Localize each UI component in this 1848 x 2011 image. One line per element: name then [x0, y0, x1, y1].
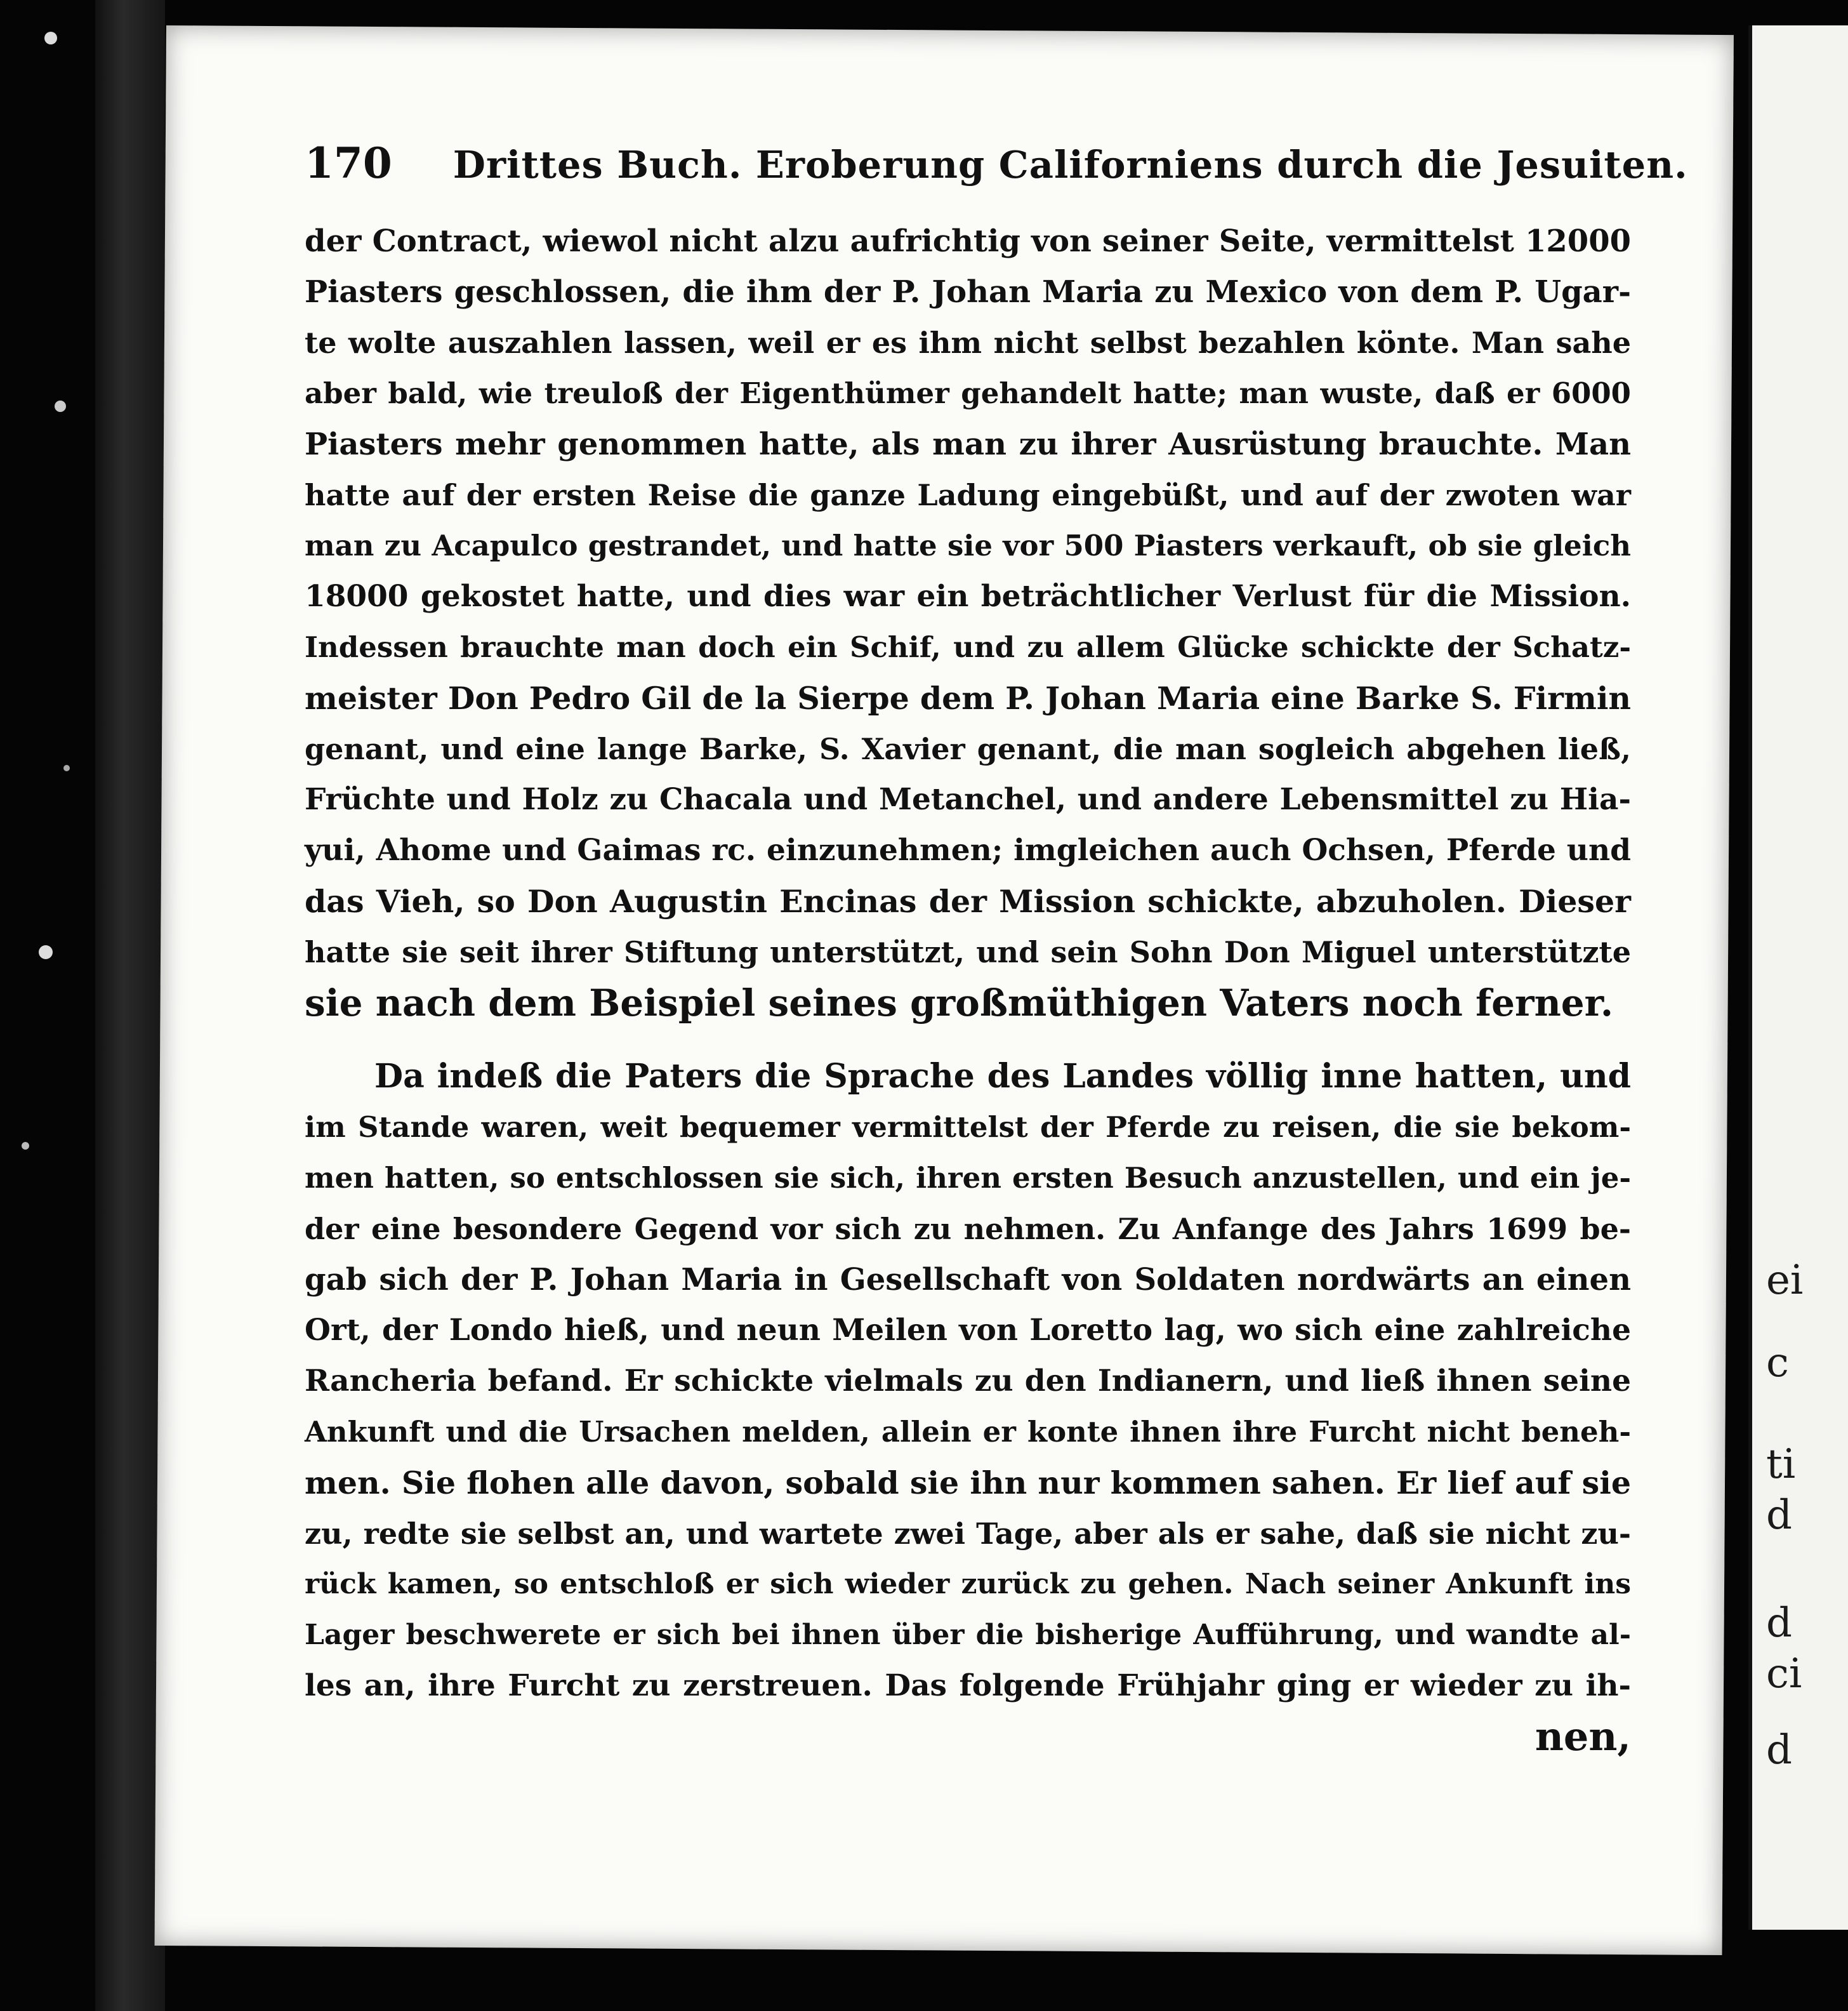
text-line: men hatten, so entschlossen sie sich, ihren ersten Besuch anzustellen, und ein je-	[305, 1161, 1631, 1195]
text-line: men. Sie flohen alle davon, sobald sie ihn nur kommen sahen. Er lief auf sie	[305, 1464, 1631, 1501]
text-line: Früchte und Holz zu Chacala und Metanchel, und andere Lebensmittel zu Hia-	[305, 782, 1631, 817]
catchword: nen,	[1534, 1713, 1631, 1760]
text-line: Ort, der Londo hieß, und neun Meilen von Loretto lag, wo sich eine zahlreiche	[305, 1313, 1631, 1348]
text-line: Ankunft und die Ursachen melden, allein er konte ihnen ihre Furcht nicht beneh-	[305, 1415, 1631, 1449]
text-line: Da indeß die Paters die Sprache des Landes völlig inne hatten, und	[374, 1057, 1631, 1096]
text-line: der Contract, wiewol nicht alzu aufrichtig von seiner Seite, vermittelst 12000	[305, 223, 1631, 259]
facing-page-edge	[1748, 25, 1848, 1930]
paragraph	[305, 1051, 1631, 1762]
facing-fragment: d	[1766, 1727, 1792, 1774]
text-line: gab sich der P. Johan Maria in Gesellschaft von Soldaten nordwärts an einen	[305, 1262, 1631, 1298]
text-line: man zu Acapulco gestrandet, und hatte sie vor 500 Piasters verkauft, ob sie gleich	[305, 529, 1631, 562]
text-line: hatte auf der ersten Reise die ganze Ladung eingebüßt, und auf der zwoten war	[305, 478, 1631, 512]
text-line: genant, und eine lange Barke, S. Xavier genant, die man sogleich abgehen ließ,	[305, 732, 1631, 766]
text-line: im Stande waren, weit bequemer vermittelst der Pferde zu reisen, die sie bekom-	[305, 1110, 1631, 1144]
facing-fragment: d	[1766, 1600, 1792, 1647]
text-line: les an, ihre Furcht zu zerstreuen. Das folgende Frühjahr ging er wieder zu ih-	[305, 1668, 1631, 1703]
running-head: Drittes Buch. Eroberung Californiens durch die Jesuiten.	[452, 143, 1688, 187]
text-line: das Vieh, so Don Augustin Encinas der Mission schickte, abzuholen. Dieser	[305, 883, 1631, 920]
facing-fragment: c	[1766, 1339, 1789, 1386]
text-line: aber bald, wie treuloß der Eigenthümer gehandelt hatte; man wuste, daß er 6000	[305, 376, 1631, 410]
page-number: 170	[305, 138, 392, 188]
paragraph-gap	[305, 1028, 1631, 1051]
text-line: Lager beschwerete er sich bei ihnen über die bisherige Aufführung, und wandte al-	[305, 1619, 1631, 1651]
text-line: 18000 gekostet hatte, und dies war ein beträchtlicher Verlust für die Mission.	[305, 579, 1631, 614]
text-line: Piasters mehr genommen hatte, als man zu ihrer Ausrüstung brauchte. Man	[305, 427, 1631, 462]
text-line: meister Don Pedro Gil de la Sierpe dem P. Johan Maria eine Barke S. Firmin	[305, 680, 1632, 717]
text-line: Indessen brauchte man doch ein Schif, und zu allem Glücke schickte der Schatz-	[305, 630, 1631, 664]
text-line: sie nach dem Beispiel seines großmüthigen Vaters noch ferner.	[305, 981, 1614, 1025]
text-line: rück kamen, so entschloß er sich wieder zurück zu gehen. Nach seiner Ankunft ins	[305, 1568, 1631, 1600]
facing-fragment: ci	[1766, 1650, 1802, 1697]
text-line: te wolte auszahlen lassen, weil er es ihm nicht selbst bezahlen könte. Man sahe	[305, 326, 1631, 360]
text-line: hatte sie seit ihrer Stiftung unterstützt, und sein Sohn Don Miguel unterstützte	[305, 935, 1631, 969]
page-header	[305, 138, 1688, 202]
text-line: yui, Ahome und Gaimas rc. einzunehmen; imgleichen auch Ochsen, Pferde und	[305, 833, 1631, 868]
facing-fragment: ei	[1766, 1257, 1804, 1304]
text-line: Rancheria befand. Er schickte vielmals zu den Indianern, und ließ ihnen seine	[305, 1364, 1631, 1398]
text-line: der eine besondere Gegend vor sich zu nehmen. Zu Anfange des Jahrs 1699 be-	[305, 1212, 1631, 1246]
facing-fragment: ti	[1766, 1441, 1796, 1488]
paragraph	[305, 216, 1631, 1028]
facing-fragment: d	[1766, 1492, 1792, 1539]
body-text	[305, 216, 1631, 1762]
text-line: Piasters geschlossen, die ihm der P. Johan Maria zu Mexico von dem P. Ugar-	[305, 274, 1631, 310]
text-line: zu, redte sie selbst an, und wartete zwei Tage, aber als er sahe, daß sie nicht zu-	[305, 1517, 1631, 1551]
